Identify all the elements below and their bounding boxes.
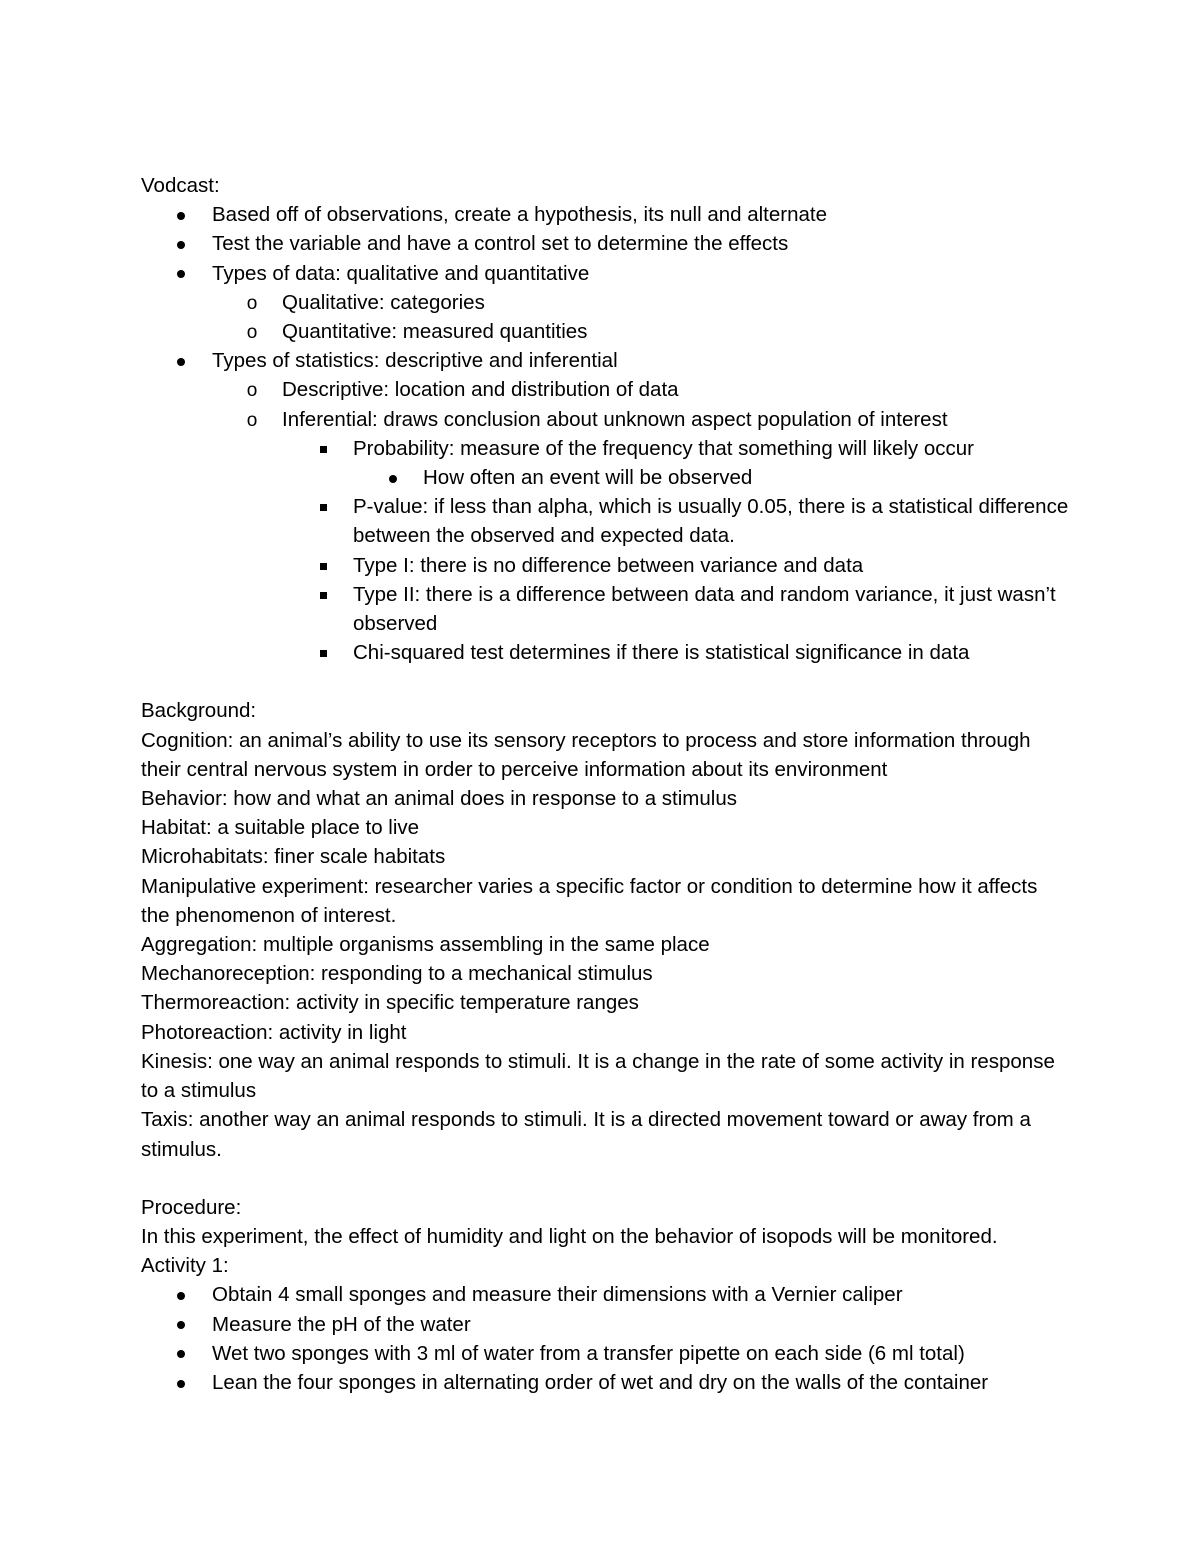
list-item-text: Probability: measure of the frequency that something will likely occur: [353, 436, 974, 460]
list-item-text: How often an event will be observed: [423, 466, 753, 490]
list-item-text: Obtain 4 small sponges and measure their dimensions with a Vernier caliper: [212, 1283, 903, 1307]
list-item-text: Type I: there is no difference between variance and data: [353, 553, 864, 577]
list-item-text: Types of data: qualitative and quantitative: [212, 261, 590, 285]
bullet-icon: [166, 259, 196, 288]
list-item: [141, 375, 1071, 404]
circle-bullet-icon: [237, 317, 267, 347]
procedure-heading: Procedure:: [141, 1195, 242, 1219]
definition-manipulative-experiment: Manipulative experiment: researcher varies a specific factor or condition to determine how it affects the phenomenon of interest.: [141, 874, 1038, 927]
definition-kinesis: Kinesis: one way an animal responds to stimuli. It is a change in the rate of some activity in response to a stimulus: [141, 1049, 1055, 1103]
list-item-text: Measure the pH of the water: [212, 1312, 471, 1336]
square-bullet-icon: [308, 434, 338, 463]
bullet-icon: [166, 1280, 196, 1309]
bullet-icon: [166, 1310, 196, 1339]
list-item-text: Descriptive: location and distribution of data: [282, 378, 679, 402]
list-item: [141, 551, 1071, 580]
definition-habitat: Habitat: a suitable place to live: [141, 816, 420, 840]
list-item: [141, 346, 1071, 375]
square-bullet-icon: [308, 492, 338, 521]
bullet-icon: [166, 1339, 196, 1368]
list-item-text: Chi-squared test determines if there is statistical significance in data: [353, 641, 970, 665]
list-item-text: Quantitative: measured quantities: [282, 320, 588, 344]
bullet-icon: [166, 200, 196, 229]
list-item: [141, 463, 1071, 492]
list-item: [141, 1368, 1071, 1397]
list-item: [141, 405, 1071, 434]
list-item: [141, 200, 1071, 229]
list-item-text: Types of statistics: descriptive and inferential: [212, 349, 618, 373]
list-item: [141, 1310, 1071, 1339]
list-item: [141, 288, 1071, 317]
list-item: [141, 492, 1071, 550]
definition-cognition: Cognition: an animal’s ability to use its sensory receptors to process and store information through their central nervous system in order to perceive information about its environment: [141, 728, 1031, 781]
list-item: [141, 638, 1071, 667]
list-item-text: P-value: if less than alpha, which is usually 0.05, there is a statistical difference between the observed and expected data.: [353, 495, 1069, 548]
definition-taxis: Taxis: another way an animal responds to stimuli. It is a directed movement toward or away from a stimulus.: [141, 1108, 1031, 1161]
activity-heading: Activity 1:: [141, 1254, 229, 1278]
list-item: [141, 229, 1071, 258]
bullet-icon: [378, 463, 408, 492]
definition-aggregation: Aggregation: multiple organisms assembling in the same place: [141, 933, 710, 957]
list-item-text: Qualitative: categories: [282, 290, 485, 314]
list-item: [141, 434, 1071, 463]
circle-bullet-icon: [237, 405, 267, 435]
definition-microhabitats: Microhabitats: finer scale habitats: [141, 845, 446, 869]
square-bullet-icon: [308, 580, 338, 609]
list-item: [141, 580, 1071, 638]
list-item: [141, 317, 1071, 346]
circle-bullet-icon: [237, 375, 267, 405]
list-item-text: Based off of observations, create a hypothesis, its null and alternate: [212, 203, 827, 227]
square-bullet-icon: [308, 551, 338, 580]
square-bullet-icon: [308, 638, 338, 667]
list-item-text: Wet two sponges with 3 ml of water from a transfer pipette on each side (6 ml total): [212, 1341, 965, 1365]
list-item: [141, 259, 1071, 288]
vodcast-heading: Vodcast:: [141, 174, 220, 197]
list-item-text: Type II: there is a difference between data and random variance, it just wasn’t observed: [353, 582, 1056, 636]
list-item: [141, 1339, 1071, 1368]
definition-mechanoreception: Mechanoreception: responding to a mechanical stimulus: [141, 962, 653, 986]
list-item-text: Inferential: draws conclusion about unknown aspect population of interest: [282, 407, 948, 431]
list-item-text: Lean the four sponges in alternating order of wet and dry on the walls of the container: [212, 1370, 989, 1394]
document-page: [141, 171, 1071, 1397]
bullet-icon: [166, 229, 196, 258]
list-item-text: Test the variable and have a control set to determine the effects: [212, 232, 789, 256]
bullet-icon: [166, 1368, 196, 1397]
section-spacer: [141, 1164, 1071, 1193]
definition-behavior: Behavior: how and what an animal does in response to a stimulus: [141, 787, 737, 811]
procedure-intro: In this experiment, the effect of humidity and light on the behavior of isopods will be monitored.: [141, 1224, 998, 1248]
section-spacer: [141, 667, 1071, 696]
list-item: [141, 1280, 1071, 1309]
definition-thermoreaction: Thermoreaction: activity in specific temperature ranges: [141, 991, 639, 1015]
definition-photoreaction: Photoreaction: activity in light: [141, 1020, 407, 1044]
background-heading: Background:: [141, 699, 257, 723]
circle-bullet-icon: [237, 288, 267, 318]
bullet-icon: [166, 346, 196, 375]
